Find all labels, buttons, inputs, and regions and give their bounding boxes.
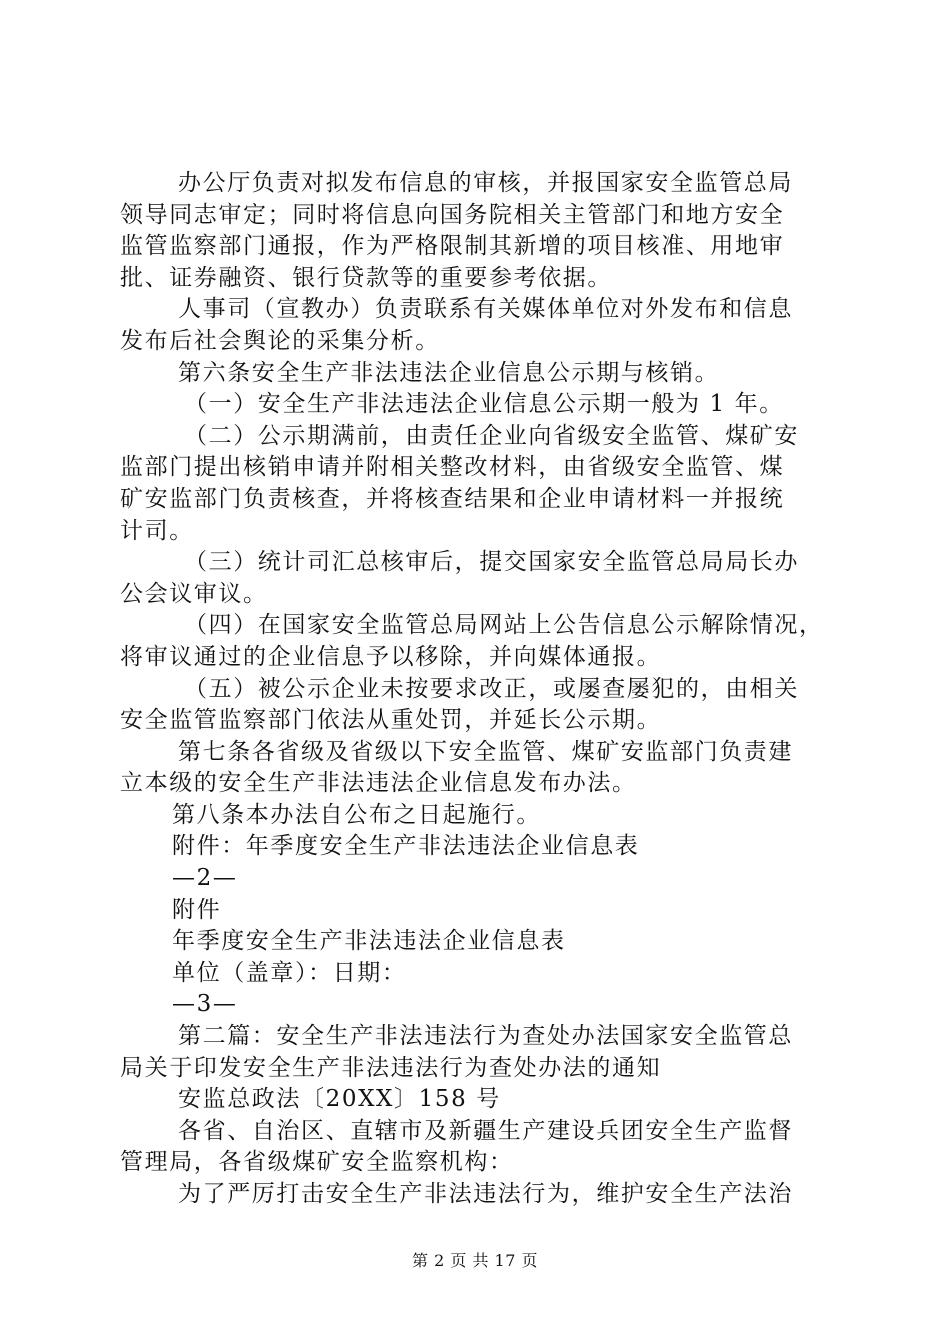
text-line: 附件：年季度安全生产非法违法企业信息表 bbox=[172, 833, 640, 860]
text-line: 安监总政法〔20XX〕158 号 bbox=[178, 1086, 501, 1113]
text-line: 监部门提出核销申请并附相关整改材料，由省级安全监管、煤 bbox=[120, 454, 785, 481]
text-line: 安全监管监察部门依法从重处罚，并延长公示期。 bbox=[120, 707, 662, 734]
text-line: 局关于印发安全生产非法违法行为查处办法的通知 bbox=[120, 1054, 662, 1081]
text-line: 公会议审议。 bbox=[120, 580, 268, 607]
text-line: 为了严厉打击安全生产非法违法行为，维护安全生产法治 bbox=[178, 1181, 793, 1207]
page-footer bbox=[0, 1248, 950, 1271]
text-line: （四）在国家安全监管总局网站上公告信息公示解除情况， bbox=[184, 612, 824, 639]
text-line: 监管监察部门通报，作为严格限制其新增的项目核准、用地审 bbox=[120, 233, 785, 260]
page-number-label: 第 2 页 共 17 页 bbox=[412, 1251, 538, 1270]
text-line: 第八条本办法自公布之日起施行。 bbox=[172, 801, 541, 828]
text-line: （一）安全生产非法违法企业信息公示期一般为 1 年。 bbox=[184, 391, 784, 418]
text-line: 人事司（宣教办）负责联系有关媒体单位对外发布和信息 bbox=[178, 296, 793, 323]
text-line: 年季度安全生产非法违法企业信息表 bbox=[172, 928, 566, 955]
text-line: 第二篇：安全生产非法违法行为查处办法国家安全监管总 bbox=[178, 1023, 793, 1050]
text-line: （三）统计司汇总核审后，提交国家安全监管总局局长办 bbox=[184, 549, 799, 576]
text-line: （五）被公示企业未按要求改正，或屡查屡犯的，由相关 bbox=[184, 675, 799, 702]
document-body bbox=[120, 168, 832, 1211]
text-line: 发布后社会舆论的采集分析。 bbox=[120, 327, 440, 354]
text-line: —2— bbox=[172, 865, 238, 892]
text-line: 立本级的安全生产非法违法企业信息发布办法。 bbox=[120, 770, 637, 797]
text-line: 第六条安全生产非法违法企业信息公示期与核销。 bbox=[178, 359, 720, 386]
text-line: —3— bbox=[172, 991, 238, 1018]
text-line: 单位（盖章）：日期： bbox=[172, 959, 407, 986]
text-line: 批、证券融资、银行贷款等的重要参考依据。 bbox=[120, 264, 612, 291]
text-line: 办公厅负责对拟发布信息的审核，并报国家安全监管总局 bbox=[178, 170, 793, 196]
text-line: 将审议通过的企业信息予以移除，并向媒体通报。 bbox=[120, 643, 662, 670]
text-line: 管理局，各省级煤矿安全监察机构： bbox=[120, 1149, 514, 1176]
text-line: 领导同志审定；同时将信息向国务院相关主管部门和地方安全 bbox=[120, 201, 785, 228]
text-line: 各省、自治区、直辖市及新疆生产建设兵团安全生产监督 bbox=[178, 1117, 793, 1144]
text-line: 附件 bbox=[172, 896, 222, 923]
text-line: （二）公示期满前，由责任企业向省级安全监管、煤矿安 bbox=[184, 422, 799, 449]
text-line: 第七条各省级及省级以下安全监管、煤矿安监部门负责建 bbox=[178, 738, 793, 765]
text-line: 计司。 bbox=[120, 517, 194, 544]
text-line: 矿安监部门负责核查，并将核查结果和企业申请材料一并报统 bbox=[120, 485, 785, 512]
